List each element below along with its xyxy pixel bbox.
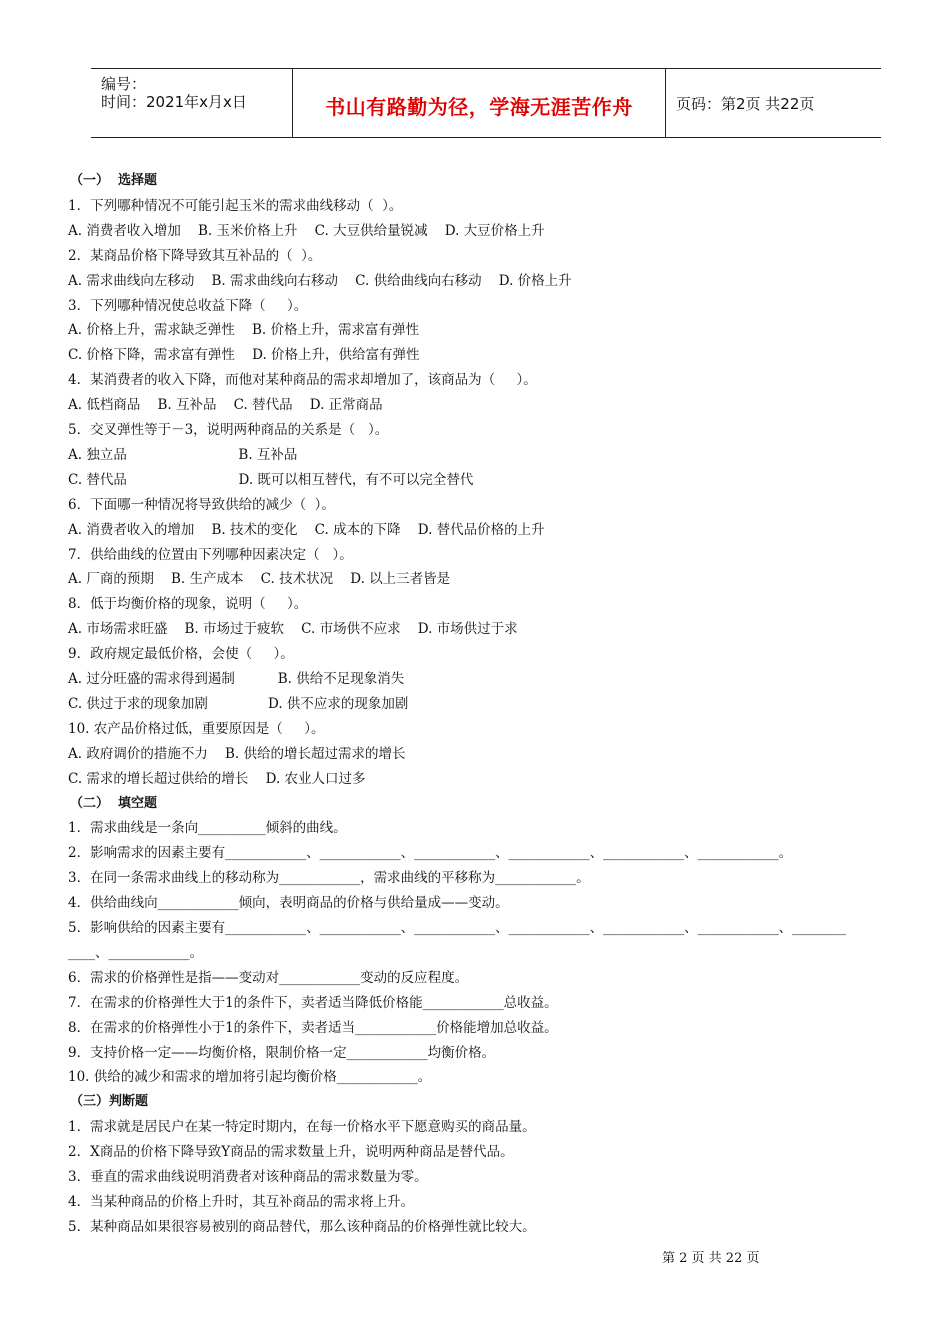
section-heading: （二） 填空题 <box>70 796 158 811</box>
text-line: C. 需求的增长超过供给的增长 D. 农业人口过多 <box>68 771 366 787</box>
text-line: 1．需求就是居民户在某一特定时期内，在每一价格水平下愿意购买的商品量。 <box>68 1119 536 1135</box>
text-line: 10. 农产品价格过低，重要原因是（ ）。 <box>68 721 325 737</box>
text-line: 2．X商品的价格下降导致Y商品的需求数量上升，说明两种商品是替代品。 <box>68 1144 514 1160</box>
text-line: C. 价格下降，需求富有弹性 D. 价格上升，供给富有弹性 <box>68 347 420 363</box>
text-line: A. 厂商的预期 B. 生产成本 C. 技术状况 D. 以上三者皆是 <box>68 571 451 587</box>
text-line: 5．影响供给的因素主要有____________、____________、____________、____________、____________、____________、________ <box>68 920 847 936</box>
text-line: A. 独立品 B. 互补品 <box>68 447 298 463</box>
header-motto-cell <box>293 69 666 137</box>
time-label: 时间：2021年x月x日 <box>101 93 247 111</box>
number-label: 编号： <box>101 75 147 93</box>
text-line: C. 供过于求的现象加剧 D. 供不应求的现象加剧 <box>68 696 409 712</box>
text-line: 3．在同一条需求曲线上的移动称为____________，需求曲线的平移称为____________。 <box>68 870 590 886</box>
text-line: 8．低于均衡价格的现象，说明（ ）。 <box>68 596 308 612</box>
text-line: A. 需求曲线向左移动 B. 需求曲线向右移动 C. 供给曲线向右移动 D. 价格上升 <box>68 273 572 289</box>
section-heading: （一） 选择题 <box>70 173 158 188</box>
text-line: 8．在需求的价格弹性小于1的条件下，卖者适当____________价格能增加总收益。 <box>68 1020 558 1036</box>
text-line: A. 消费者收入增加 B. 玉米价格上升 C. 大豆供给量锐减 D. 大豆价格上升 <box>68 223 545 239</box>
page-label: 页码：第2页 共22页 <box>676 95 815 113</box>
text-line: A. 政府调价的措施不力 B. 供给的增长超过需求的增长 <box>68 746 406 762</box>
text-line: 5．某种商品如果很容易被别的商品替代，那么该种商品的价格弹性就比较大。 <box>68 1219 536 1235</box>
header-table <box>91 68 881 138</box>
text-line: 10. 供给的减少和需求的增加将引起均衡价格____________。 <box>68 1069 432 1085</box>
text-line: 7．在需求的价格弹性大于1的条件下，卖者适当降低价格能____________总收益。 <box>68 995 558 1011</box>
text-line: A. 消费者收入的增加 B. 技术的变化 C. 成本的下降 D. 替代品价格的上升 <box>68 522 545 538</box>
text-line: 9．政府规定最低价格，会使（ ）。 <box>68 646 294 662</box>
text-line: 4．供给曲线向____________倾向，表明商品的价格与供给量成——变动。 <box>68 895 509 911</box>
text-line: C. 替代品 D. 既可以相互替代，有不可以完全替代 <box>68 472 474 488</box>
text-line: 2．影响需求的因素主要有____________、____________、____________、____________、____________、____________。 <box>68 845 793 861</box>
text-line: 4．某消费者的收入下降，而他对某种商品的需求却增加了，该商品为（ ）。 <box>68 372 537 388</box>
text-line: ____、____________。 <box>68 945 203 961</box>
text-line: 4．当某种商品的价格上升时，其互补商品的需求将上升。 <box>68 1194 415 1210</box>
text-line: 1．需求曲线是一条向__________倾斜的曲线。 <box>68 820 347 836</box>
text-line: A. 市场需求旺盛 B. 市场过于疲软 C. 市场供不应求 D. 市场供过于求 <box>68 621 518 637</box>
section-heading: （三）判断题 <box>70 1094 149 1109</box>
text-line: 6．需求的价格弹性是指——变动对____________变动的反应程度。 <box>68 970 469 986</box>
text-line: 5．交叉弹性等于－3，说明两种商品的关系是（ ）。 <box>68 422 389 438</box>
text-line: 9．支持价格一定——均衡价格，限制价格一定____________均衡价格。 <box>68 1045 496 1061</box>
text-line: A. 过分旺盛的需求得到遏制 B. 供给不足现象消失 <box>68 671 405 687</box>
page-footer: 第 2 页 共 22 页 <box>662 1251 760 1266</box>
text-line: 1．下列哪种情况不可能引起玉米的需求曲线移动（ ）。 <box>68 198 403 214</box>
text-line: A. 价格上升，需求缺乏弹性 B. 价格上升，需求富有弹性 <box>68 322 419 338</box>
motto-text: 书山有路勤为径，学海无涯苦作舟 <box>325 95 633 119</box>
text-line: A. 低档商品 B. 互补品 C. 替代品 D. 正常商品 <box>68 397 383 413</box>
header-info-cell <box>91 69 293 137</box>
text-line: 7．供给曲线的位置由下列哪种因素决定（ ）。 <box>68 547 353 563</box>
text-line: 6．下面哪一种情况将导致供给的减少（ ）。 <box>68 497 335 513</box>
text-line: 3．垂直的需求曲线说明消费者对该种商品的需求数量为零。 <box>68 1169 428 1185</box>
text-line: 3．下列哪种情况使总收益下降（ ）。 <box>68 298 308 314</box>
text-line: 2．某商品价格下降导致其互补品的（ ）。 <box>68 248 322 264</box>
